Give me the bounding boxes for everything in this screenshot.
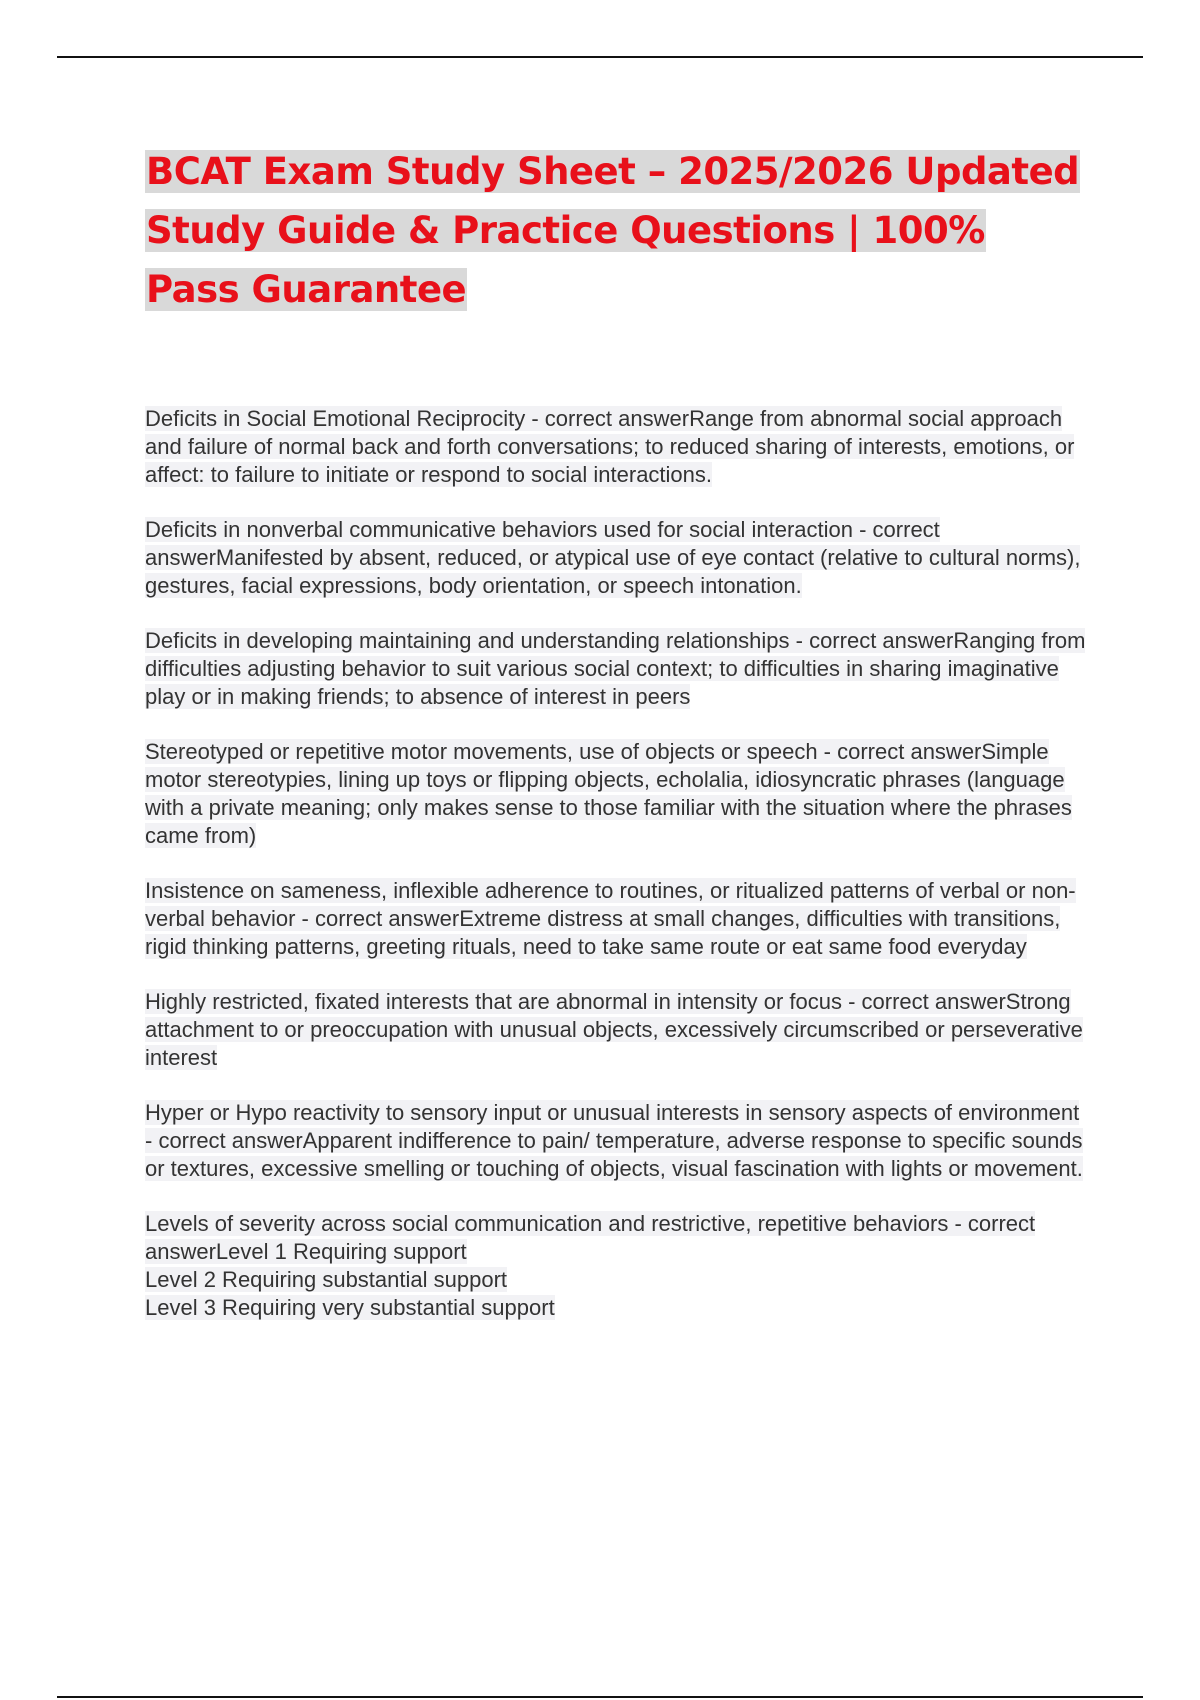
qa-entry-text: Insistence on sameness, inflexible adherence to routines, or ritualized patterns of verbal or non-verbal behavior - correct answerExtreme distress at small changes, difficulties with transitions, rigid thinking patterns, greeting rituals, need to take same route or eat same food everyday bbox=[145, 878, 1076, 959]
qa-entry bbox=[145, 627, 1090, 711]
qa-entry-text: Deficits in Social Emotional Reciprocity - correct answerRange from abnormal social approach and failure of normal back and forth conversations; to reduced sharing of interests, emotions, or affect: to failure to initiate or respond to social interactions. bbox=[145, 406, 1075, 487]
qa-list bbox=[145, 405, 1090, 1349]
qa-entry bbox=[145, 988, 1090, 1072]
qa-entry bbox=[145, 405, 1090, 489]
qa-entry-text: Deficits in developing maintaining and understanding relationships - correct answerRanging from difficulties adjusting behavior to suit various social context; to difficulties in sharing imaginative play or in making friends; to absence of interest in peers bbox=[145, 628, 1086, 709]
qa-entry bbox=[145, 1210, 1090, 1322]
qa-entry bbox=[145, 1099, 1090, 1183]
qa-entry bbox=[145, 738, 1090, 850]
qa-entry-text: Highly restricted, fixated interests that are abnormal in intensity or focus - correct answerStrong attachment to or preoccupation with unusual objects, excessively circumscribed or perseverative interest bbox=[145, 989, 1083, 1070]
footer-rule bbox=[57, 1696, 1143, 1698]
qa-entry-text: Deficits in nonverbal communicative behaviors used for social interaction - correct answerManifested by absent, reduced, or atypical use of eye contact (relative to cultural norms), gestures, facial expressions, body orientation, or speech intonation. bbox=[145, 517, 1081, 598]
qa-entry-text: Hyper or Hypo reactivity to sensory input or unusual interests in sensory aspects of environment - correct answerApparent indifference to pain/ temperature, adverse response to specific sounds or textures, excessive smelling or touching of objects, visual fascination with lights or movement. bbox=[145, 1100, 1083, 1181]
qa-entry-text: Stereotyped or repetitive motor movements, use of objects or speech - correct answerSimple motor stereotypies, lining up toys or flipping objects, echolalia, idiosyncratic phrases (language with a private meaning; only makes sense to those familiar with the situation where the phrases came from) bbox=[145, 739, 1072, 848]
document-title-text: BCAT Exam Study Sheet – 2025/2026 Updated Study Guide & Practice Questions | 100% Pass Guarantee bbox=[146, 150, 1080, 311]
document-title bbox=[145, 142, 1085, 319]
header-rule bbox=[57, 56, 1143, 58]
qa-entry bbox=[145, 877, 1090, 961]
qa-entry-text: Levels of severity across social communication and restrictive, repetitive behaviors - correct answerLevel 1 Requiring support Level 2 Requiring substantial support Level 3 Requiring very substantial support bbox=[145, 1211, 1036, 1320]
qa-entry bbox=[145, 516, 1090, 600]
